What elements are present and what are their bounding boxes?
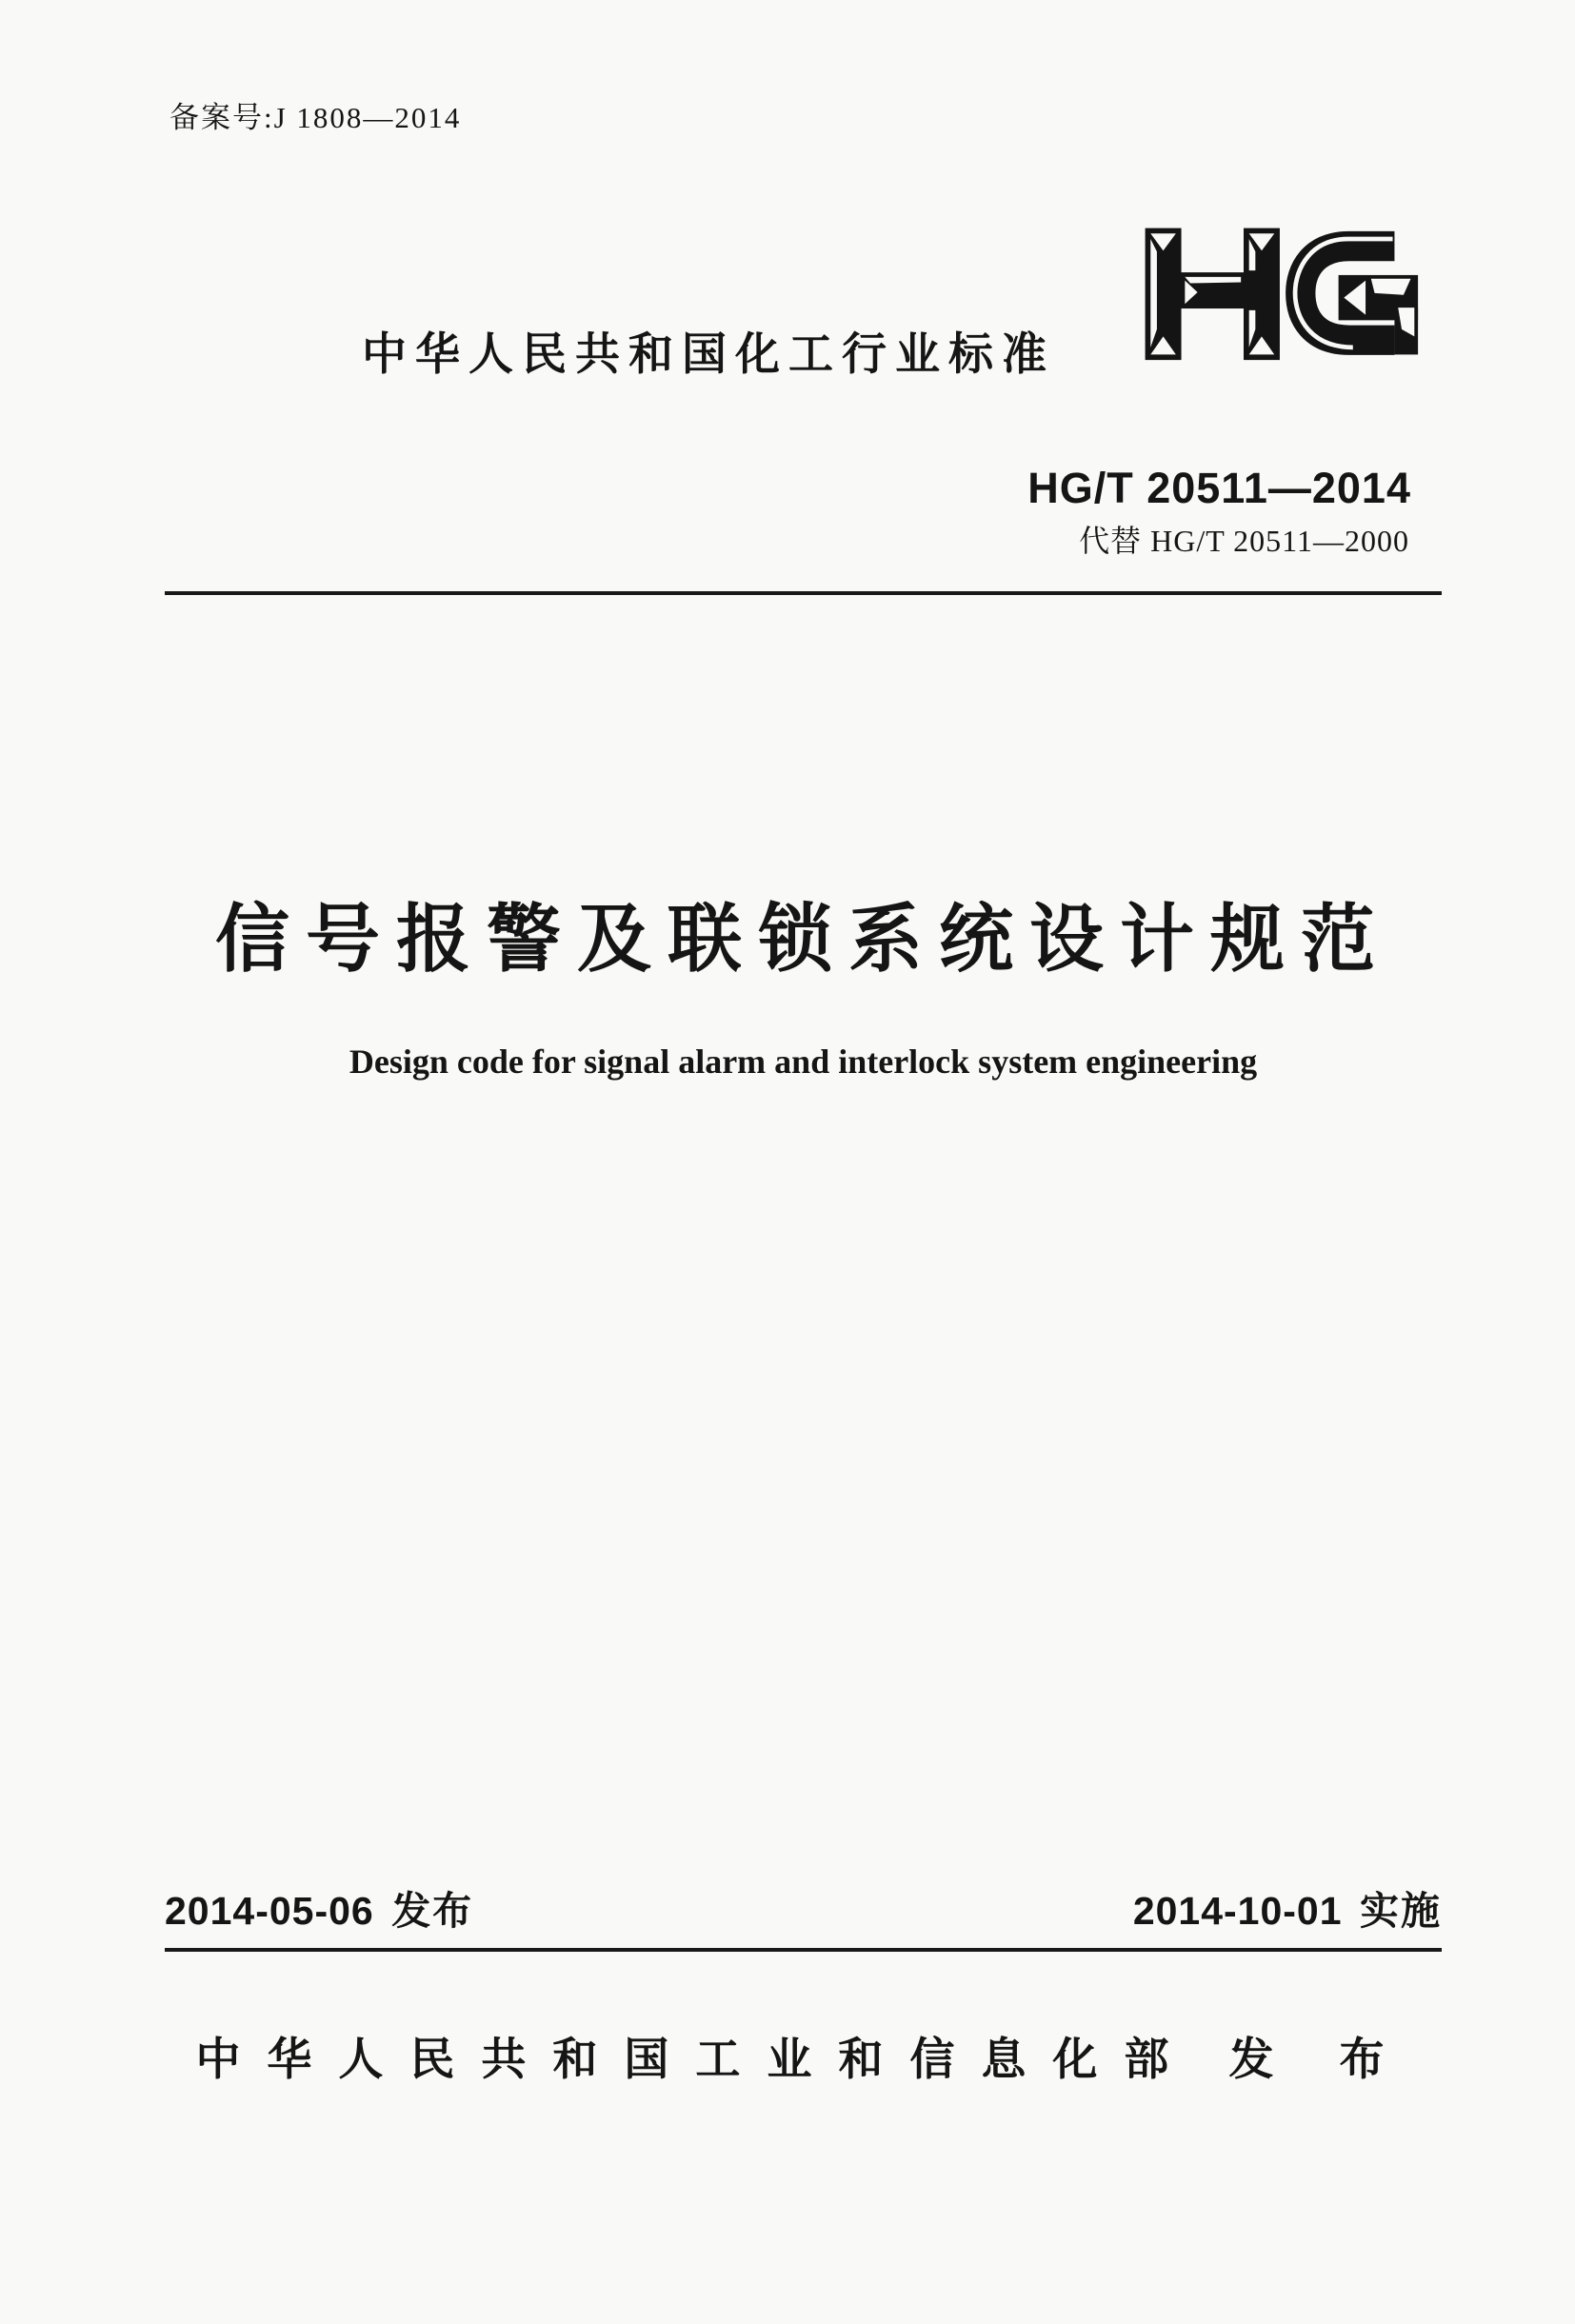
top-rule: [165, 591, 1442, 595]
document-title-english: Design code for signal alarm and interlock system engineering: [349, 1043, 1258, 1081]
publisher-name: 中华人民共和国工业和信息化部: [195, 2034, 1196, 2084]
replaced-standard-note: 代替 HG/T 20511—2000: [1079, 524, 1409, 558]
implementation-date-group: [1133, 1879, 1442, 1936]
hg-logo: [1138, 221, 1420, 362]
date-row: [165, 1879, 1442, 1936]
release-date: 2014-05-06: [165, 1889, 374, 1933]
publish-label: 发 布: [1228, 2034, 1411, 2084]
implementation-label: 实施: [1360, 1889, 1442, 1933]
record-number: 备案号:J 1808—2014: [169, 101, 462, 134]
standard-type-heading: 中华人民共和国化工行业标准: [362, 328, 1055, 379]
hg-logo-graphic: [1138, 221, 1420, 362]
bottom-rule: [165, 1948, 1442, 1952]
release-date-group: [165, 1879, 473, 1936]
implementation-date: 2014-10-01: [1132, 1889, 1343, 1933]
release-label: 发布: [391, 1889, 474, 1933]
document-title-chinese: 信号报警及联锁系统设计规范: [214, 897, 1391, 981]
publisher-row: [165, 2024, 1442, 2088]
standard-code: HG/T 20511—2014: [1027, 464, 1411, 512]
